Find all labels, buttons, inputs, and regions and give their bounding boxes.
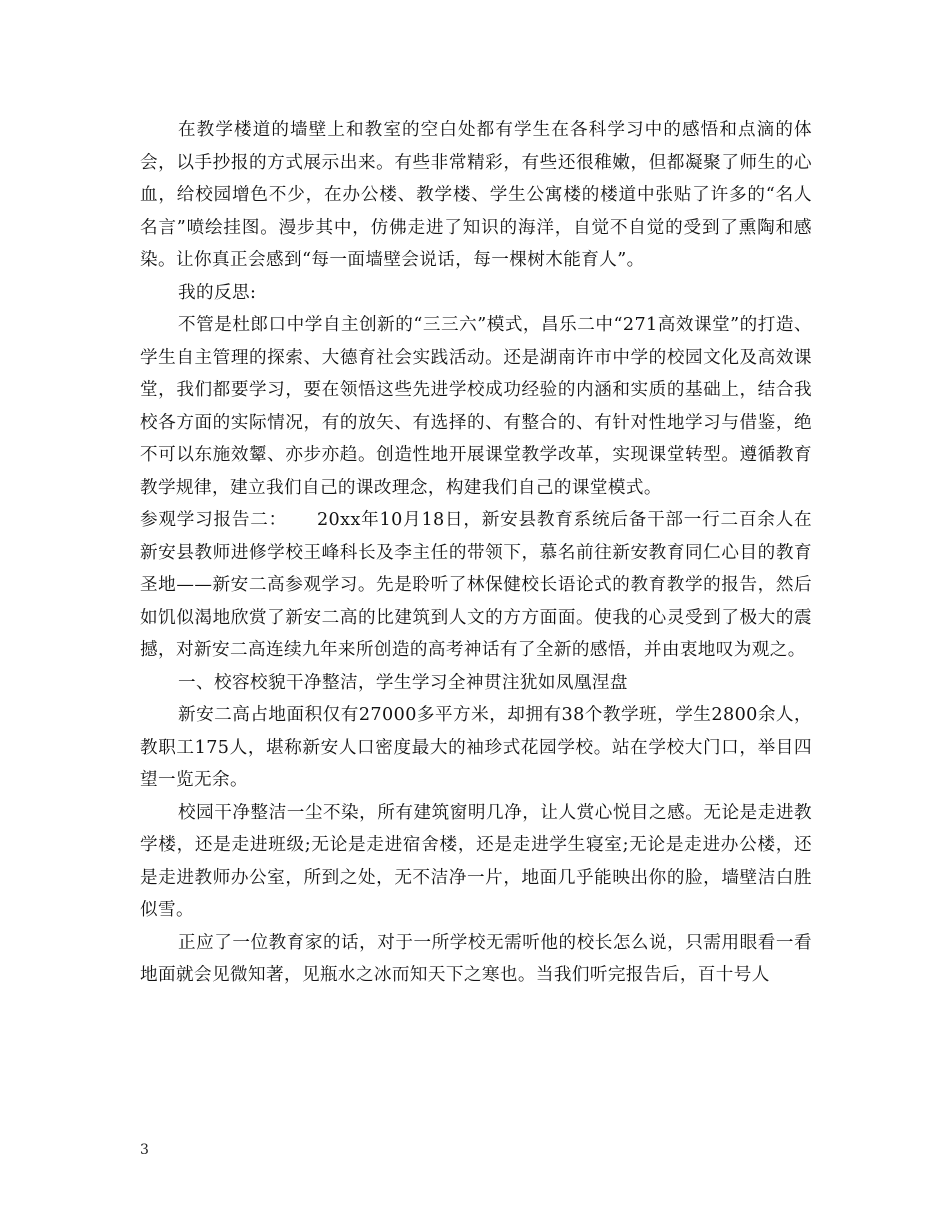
paragraph-reflection: 不管是杜郎口中学自主创新的“三三六”模式，昌乐二中“271高效课堂”的打造、学生自主管理的探索、大德育社会实践活动。还是湖南许市中学的校园文化及高效课堂，我们都要学习，要在领悟这些先进学校成功经验的内涵和实质的基础上，结合我校各方面的实际情况，有的放矢、有选择的、有整合的、有针对性地学习与借鉴，绝不可以东施效颦、亦步亦趋。创造性地开展课堂教学改革，实现课堂转型。遵循教育教学规律，建立我们自己的课改理念，构建我们自己的课堂模式。 [140, 315, 812, 498]
reflection-heading: 我的反思: [178, 282, 257, 303]
report-two-title: 参观学习报告二： [140, 510, 287, 530]
paragraph-educator-quote: 正应了一位教育家的话，对于一所学校无需听他的校长怎么说，只需用眼看一看地面就会见微知著，见瓶水之冰而知天下之寒也。当我们听完报告后，百十号人 [140, 932, 812, 985]
document-body [140, 114, 812, 992]
paragraph-campus-size: 新安二高占地面积仅有27000多平方米，却拥有38个教学班，学生2800余人，教职工175人，堪称新安人口密度最大的袖珍式花园学校。站在学校大门口，举目四望一览无余。 [140, 705, 812, 790]
paragraph-campus-clean: 校园干净整洁一尘不染，所有建筑窗明几净，让人赏心悦目之感。无论是走进教学楼，还是走进班级;无论是走进宿舍楼，还是走进学生寝室;无论是走进办公楼，还是走进教师办公室，所到之处，无不洁净一片，地面几乎能映出你的脸，墙壁洁白胜似雪。 [140, 802, 812, 920]
page-number: 3 [140, 1142, 149, 1158]
report-two-text: 20xx年10月18日，新安县教育系统后备干部一行二百余人在新安县教师进修学校王峰科长及李主任的带领下，慕名前往新安教育同仁心目的教育圣地——新安二高参观学习。先是聆听了林保健校长语论式的教育教学的报告，然后如饥似渴地欣赏了新安二高的比建筑到人文的方方面面。使我的心灵受到了极大的震撼，对新安二高连续九年来所创造的高考神话有了全新的感悟，并由衷地叹为观之。 [140, 510, 813, 660]
paragraph-wall-display: 在教学楼道的墙壁上和教室的空白处都有学生在各科学习中的感悟和点滴的体会，以手抄报的方式展示出来。有些非常精彩，有些还很稚嫩，但都凝聚了师生的心血，给校园增色不少，在办公楼、教学楼、学生公寓楼的楼道中张贴了许多的“名人名言”喷绘挂图。漫步其中，仿佛走进了知识的海洋，自觉不自觉的受到了熏陶和感染。让你真正会感到“每一面墙壁会说话，每一棵树木能育人”。 [140, 120, 812, 270]
section-heading: 一、校容校貌干净整洁，学生学习全神贯注犹如凤凰涅盘 [178, 672, 628, 693]
report-two-paragraph [140, 504, 812, 667]
